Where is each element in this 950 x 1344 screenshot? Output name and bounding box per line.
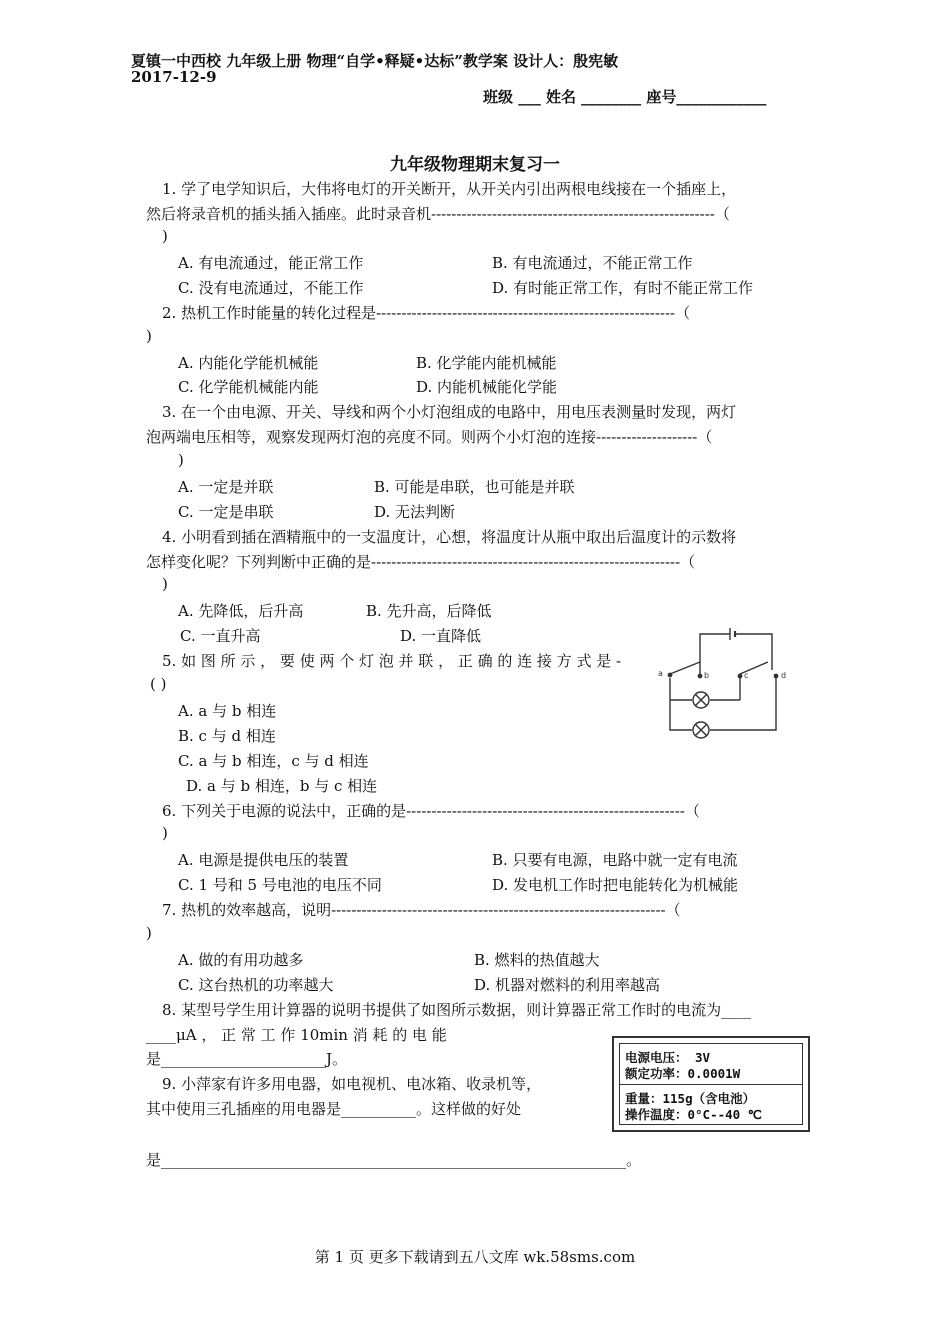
- q2-line2: ): [146, 327, 152, 345]
- page-title: 九年级物理期末复习一: [390, 155, 560, 175]
- q3-option-c: C. 一定是串联: [178, 503, 274, 521]
- circuit-label-c: c: [744, 671, 749, 680]
- page-footer: 第 1 页 更多下载请到五八文库 wk.58sms.com: [314, 1248, 636, 1266]
- q4-option-d: D. 一直降低: [400, 627, 482, 645]
- q3-line2: 泡两端电压相等，观察发现两灯泡的亮度不同。则两个小灯泡的连接--------------------（: [146, 428, 713, 446]
- q7-option-a: A. 做的有用功越多: [178, 951, 304, 969]
- q4-line1: 4. 小明看到插在酒精瓶中的一支温度计，心想，将温度计从瓶中取出后温度计的示数将: [162, 528, 737, 546]
- q1-option-d: D. 有时能正常工作，有时不能正常工作: [492, 279, 754, 297]
- circuit-label-b: b: [704, 671, 710, 680]
- q2-option-a: A. 内能化学能机械能: [178, 354, 319, 372]
- q9-line2: 其中使用三孔插座的用电器是__________。这样做的好处: [146, 1100, 522, 1118]
- q3-line1: 3. 在一个由电源、开关、导线和两个小灯泡组成的电路中，用电压表测量时发现，两灯: [162, 403, 737, 421]
- q8-line2: ____μA ， 正 常 工 作 10min 消 耗 的 电 能: [146, 1026, 447, 1044]
- q1-option-a: A. 有电流通过，能正常工作: [178, 254, 364, 272]
- circuit-label-a: a: [658, 669, 663, 678]
- calculator-spec-box: [612, 1036, 810, 1132]
- q3-option-a: A. 一定是并联: [178, 478, 274, 496]
- lamp-1-icon: [693, 692, 709, 708]
- q2-option-b: B. 化学能内能机械能: [416, 354, 557, 372]
- header-fields: 班级 ___ 姓名 ________ 座号____________: [483, 88, 767, 106]
- q1-option-c: C. 没有电流通过，不能工作: [178, 279, 364, 297]
- q1-line1: 1. 学了电学知识后，大伟将电灯的开关断开，从开关内引出两根电线接在一个插座上，: [162, 180, 737, 198]
- circuit-diagram: [648, 622, 796, 752]
- q4-option-c: C. 一直升高: [180, 627, 261, 645]
- header-date: 2017-12-9: [131, 68, 217, 86]
- q9-line1: 9. 小萍家有许多用电器，如电视机、电冰箱、收录机等，: [162, 1075, 542, 1093]
- q7-line1: 7. 热机的效率越高，说明------------------------------------------------------------------（: [162, 901, 681, 919]
- q1-option-b: B. 有电流通过，不能正常工作: [492, 254, 693, 272]
- q6-option-a: A. 电源是提供电压的装置: [178, 851, 349, 869]
- circuit-label-d: d: [781, 671, 787, 680]
- q8-line1: 8. 某型号学生用计算器的说明书提供了如图所示数据，则计算器正常工作时的电流为____: [162, 1001, 752, 1019]
- q7-option-c: C. 这台热机的功率越大: [178, 976, 334, 994]
- q6-option-d: D. 发电机工作时把电能转化为机械能: [492, 876, 739, 894]
- q3-option-b: B. 可能是串联，也可能是并联: [374, 478, 575, 496]
- q6-line1: 6. 下列关于电源的说法中，正确的是-------------------------------------------------------（: [162, 802, 700, 820]
- spec-power: 额定功率：0.0001W: [625, 1066, 741, 1081]
- q5-line1: 5. 如 图 所 示 ， 要 使 两 个 灯 泡 并 联 ， 正 确 的 连 接 方 式 是 -: [162, 652, 622, 670]
- q1-line2: 然后将录音机的插头插入插座。此时录音机--------------------------------------------------------（: [146, 205, 730, 223]
- q6-option-b: B. 只要有电源，电路中就一定有电流: [492, 851, 738, 869]
- q3-line3: ): [178, 451, 184, 469]
- q7-line2: ): [146, 924, 152, 942]
- q2-line1: 2. 热机工作时能量的转化过程是-----------------------------------------------------------（: [162, 304, 691, 322]
- q2-option-d: D. 内能机械能化学能: [416, 378, 558, 396]
- q4-line2: 怎样变化呢？下列判断中正确的是-------------------------------------------------------------（: [146, 553, 696, 571]
- q5-option-c: C. a 与 b 相连，c 与 d 相连: [178, 752, 369, 770]
- spec-voltage: 电源电压： 3V: [625, 1050, 711, 1065]
- q5-option-a: A. a 与 b 相连: [178, 702, 277, 720]
- q9-line3: 是______________________________________________________________。: [146, 1151, 642, 1169]
- q4-line3: ): [162, 575, 168, 593]
- q4-option-b: B. 先升高，后降低: [366, 602, 492, 620]
- spec-temperature: 操作温度：0°C--40 ℃: [625, 1107, 762, 1122]
- q2-option-c: C. 化学能机械能内能: [178, 378, 319, 396]
- q5-line2: ( ): [150, 675, 167, 693]
- q3-option-d: D. 无法判断: [374, 503, 456, 521]
- q6-line2: ): [162, 824, 168, 842]
- q8-line3: 是______________________J。: [146, 1050, 348, 1068]
- lamp-2-icon: [693, 722, 709, 738]
- q6-option-c: C. 1 号和 5 号电池的电压不同: [178, 876, 382, 894]
- q7-option-d: D. 机器对燃料的利用率越高: [474, 976, 661, 994]
- q5-option-b: B. c 与 d 相连: [178, 727, 276, 745]
- q7-option-b: B. 燃料的热值越大: [474, 951, 600, 969]
- header-school-line: 夏镇一中西校 九年级上册 物理“自学•释疑•达标”教学案 设计人：殷宪敏: [131, 52, 619, 70]
- q5-option-d: D. a 与 b 相连，b 与 c 相连: [186, 777, 378, 795]
- q1-line3: ): [162, 227, 168, 245]
- q4-option-a: A. 先降低，后升高: [178, 602, 304, 620]
- spec-weight: 重量：115g（含电池）: [625, 1091, 756, 1106]
